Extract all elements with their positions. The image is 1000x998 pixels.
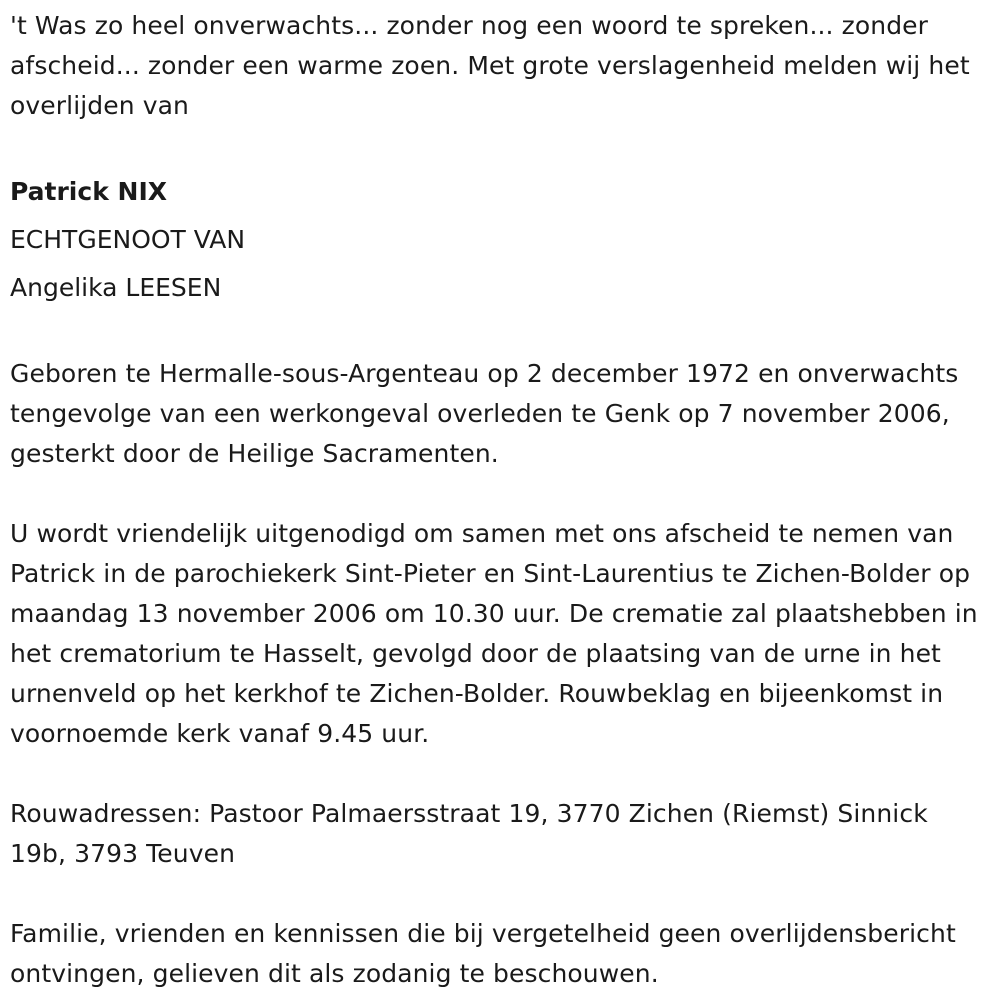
invitation-paragraph: U wordt vriendelijk uitgenodigd om samen met ons afscheid te nemen van Patrick in de parochiekerk Sint-Pieter en Sint-Laurentius te Zichen-Bolder op maandag 13 november 2006 om 10.30 uur. De crematie zal plaatshebben in het crematorium te Hasselt, gevolgd door de plaatsing van de urne in het urnenveld op het kerkhof te Zichen-Bolder. Rouwbeklag en bijeenkomst in voornoemde kerk vanaf 9.45 uur. (10, 519, 978, 748)
deceased-name: Patrick NIX (10, 177, 168, 206)
relation-label: ECHTGENOOT VAN (10, 225, 246, 254)
intro-paragraph: 't Was zo heel onverwachts... zonder nog een woord te spreken... zonder afscheid... zonder een warme zoen. Met grote verslagenheid melden wij het overlijden van (10, 11, 970, 120)
paragraph-gap (10, 474, 990, 514)
paragraph-gap (10, 754, 990, 794)
name-block (10, 168, 990, 312)
spouse-name: Angelika LEESEN (10, 273, 222, 302)
birth-death-paragraph: Geboren te Hermalle-sous-Argenteau op 2 december 1972 en onverwachts tengevolge van een werkongeval overleden te Genk op 7 november 2006, gesterkt door de Heilige Sacramenten. (10, 359, 959, 468)
paragraph-gap (10, 874, 990, 914)
closing-paragraph: Familie, vrienden en kennissen die bij vergetelheid geen overlijdensbericht ontvingen, gelieven dit als zodanig te beschouwen. (10, 919, 956, 988)
addresses-paragraph: Rouwadressen: Pastoor Palmaersstraat 19, 3770 Zichen (Riemst) Sinnick 19b, 3793 Teuven (10, 799, 928, 868)
